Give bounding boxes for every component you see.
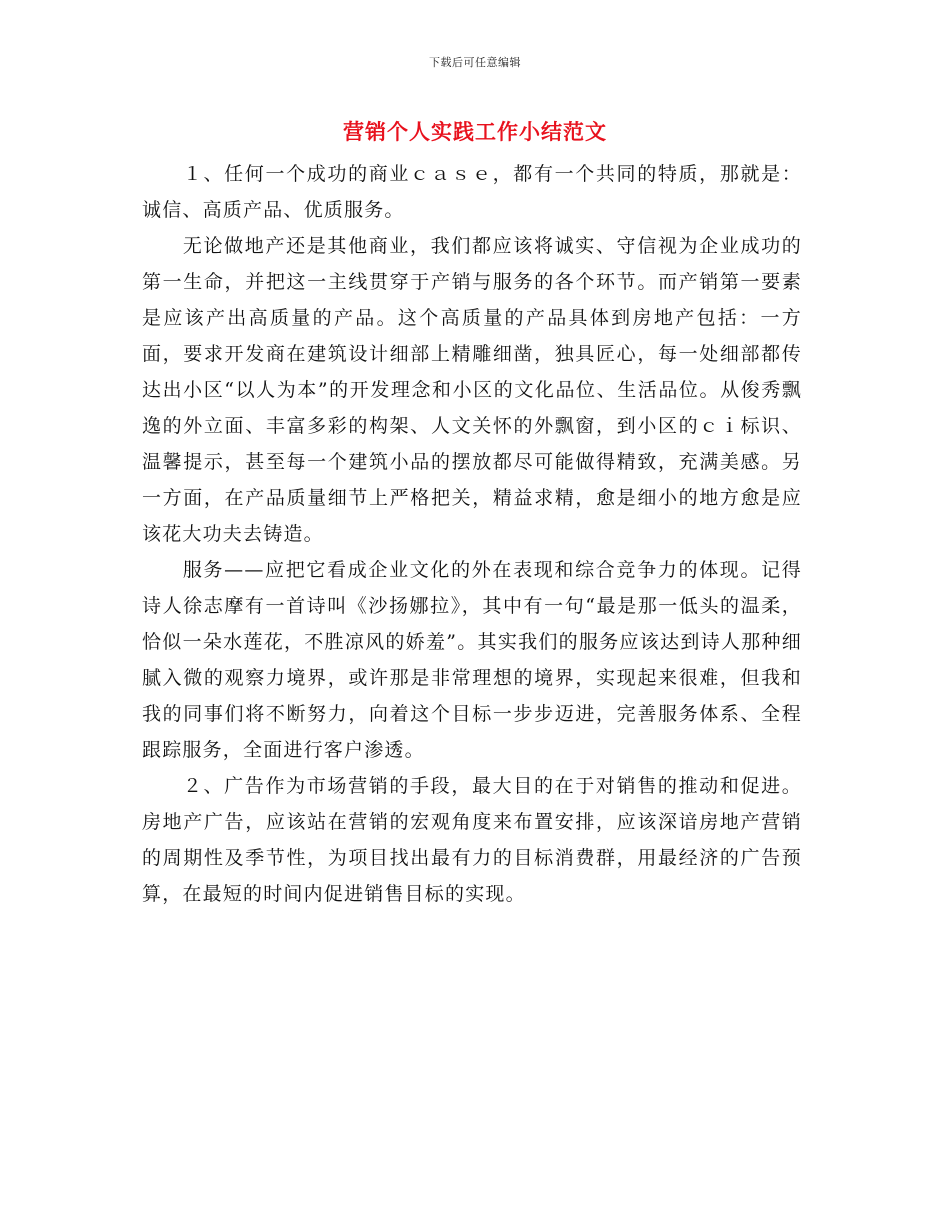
document-body <box>142 156 802 912</box>
paragraph-1: １、任何一个成功的商业ｃａｓｅ，都有一个共同的特质，那就是：诚信、高质产品、优质服务。 <box>142 163 802 221</box>
document-title: 营销个人实践工作小结范文 <box>343 119 607 144</box>
paragraph-3: 服务——应把它看成企业文化的外在表现和综合竞争力的体现。记得诗人徐志摩有一首诗叫《沙扬娜拉》，其中有一句“最是那一低头的温柔，恰似一朵水莲花，不胜凉风的娇羞”。其实我们的服务应该达到诗人那种细腻入微的观察力境界，或许那是非常理想的境界，实现起来很难，但我和我的同事们将不断努力，向着这个目标一步步迈进，完善服务体系、全程跟踪服务，全面进行客户渗透。 <box>142 559 802 761</box>
paragraph-2: 无论做地产还是其他商业，我们都应该将诚实、守信视为企业成功的第一生命，并把这一主线贯穿于产销与服务的各个环节。而产销第一要素是应该产出高质量的产品。这个高质量的产品具体到房地产包括：一方面，要求开发商在建筑设计细部上精雕细凿，独具匠心，每一处细部都传达出小区“以人为本”的开发理念和小区的文化品位、生活品位。从俊秀飘逸的外立面、丰富多彩的构架、人文关怀的外飘窗，到小区的ｃｉ标识、温馨提示，甚至每一个建筑小品的摆放都尽可能做得精致，充满美感。另一方面，在产品质量细节上严格把关，精益求精，愈是细小的地方愈是应该花大功夫去铸造。 <box>142 235 802 545</box>
header-note: 下载后可任意编辑 <box>429 56 521 69</box>
paragraph-4: ２、广告作为市场营销的手段，最大目的在于对销售的推动和促进。房地产广告，应该站在营销的宏观角度来布置安排，应该深谙房地产营销的周期性及季节性，为项目找出最有力的目标消费群，用最经济的广告预算，在最短的时间内促进销售目标的实现。 <box>142 775 802 905</box>
